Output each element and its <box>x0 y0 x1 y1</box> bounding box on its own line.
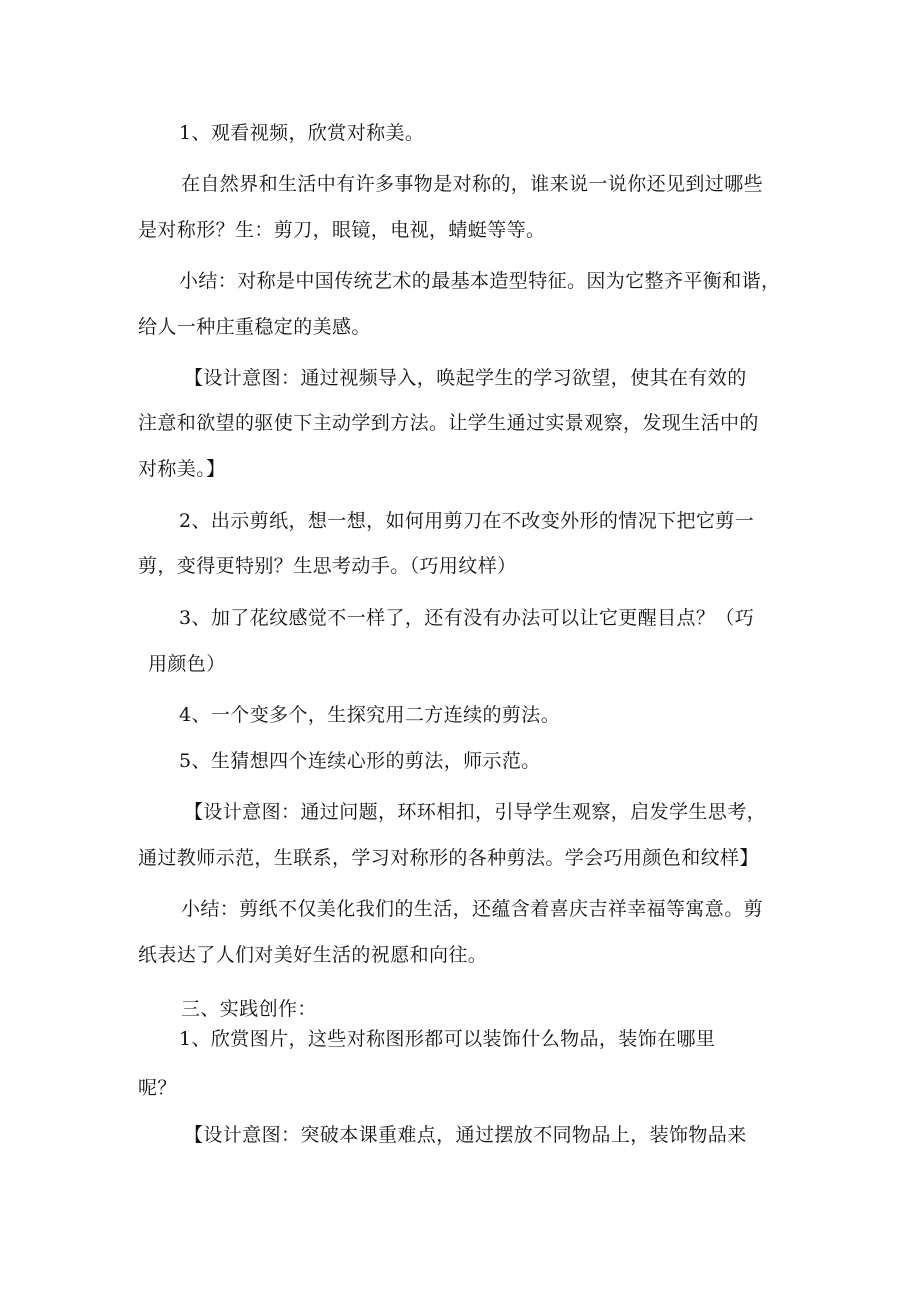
paragraph-summary-2-line-1: 小结：剪纸不仅美化我们的生活，还蕴含着喜庆吉祥幸福等寓意。剪 <box>181 898 764 920</box>
paragraph-practice-step-1-line-2: 呢？ <box>138 1077 177 1099</box>
paragraph-practice-step-1-line-1: 1、欣赏图片，这些对称图形都可以装饰什么物品，装饰在哪里 <box>179 1028 716 1050</box>
paragraph-step-3-line-1: 3、加了花纹感觉不一样了，还有没有办法可以让它更醒目点？（巧 <box>179 607 755 629</box>
design-intent-1-line-1: 【设计意图：通过视频导入，唤起学生的学习欲望，使其在有效的 <box>184 367 747 389</box>
paragraph-nature-line-2: 是对称形？生：剪刀，眼镜，电视，蜻蜓等等。 <box>138 219 546 241</box>
paragraph-summary-2-line-2: 纸表达了人们对美好生活的祝愿和向往。 <box>138 944 488 966</box>
paragraph-step-3-line-2: 用颜色） <box>148 653 226 675</box>
paragraph-step-1: 1、观看视频，欣赏对称美。 <box>179 122 425 144</box>
design-intent-1-line-2: 注意和欲望的驱使下主动学到方法。让学生通过实景观察，发现生活中的 <box>138 412 759 434</box>
design-intent-2-line-1: 【设计意图：通过问题，环环相扣，引导学生观察，启发学生思考， <box>184 801 767 823</box>
paragraph-step-2-line-1: 2、出示剪纸，想一想，如何用剪刀在不改变外形的情况下把它剪一 <box>179 510 755 532</box>
paragraph-summary-line-2: 给人一种庄重稳定的美感。 <box>138 316 371 338</box>
paragraph-step-4: 4、一个变多个，生探究用二方连续的剪法。 <box>179 704 561 726</box>
design-intent-1-line-3: 对称美。】 <box>138 458 226 480</box>
paragraph-step-5: 5、生猜想四个连续心形的剪法，师示范。 <box>179 750 541 772</box>
paragraph-nature-line-1: 在自然界和生活中有许多事物是对称的，谁来说一说你还见到过哪些 <box>181 173 764 195</box>
paragraph-summary-line-1: 小结：对称是中国传统艺术的最基本造型特征。因为它整齐平衡和谐， <box>179 270 781 292</box>
section-heading-practice: 三、实践创作： <box>181 998 317 1020</box>
paragraph-step-2-line-2: 剪，变得更特别？生思考动手。（巧用纹样） <box>138 555 517 577</box>
design-intent-3-line-1: 【设计意图：突破本课重难点，通过摆放不同物品上，装饰物品来 <box>184 1124 747 1146</box>
design-intent-2-line-2: 通过教师示范，生联系，学习对称形的各种剪法。学会巧用颜色和纹样】 <box>138 847 759 869</box>
